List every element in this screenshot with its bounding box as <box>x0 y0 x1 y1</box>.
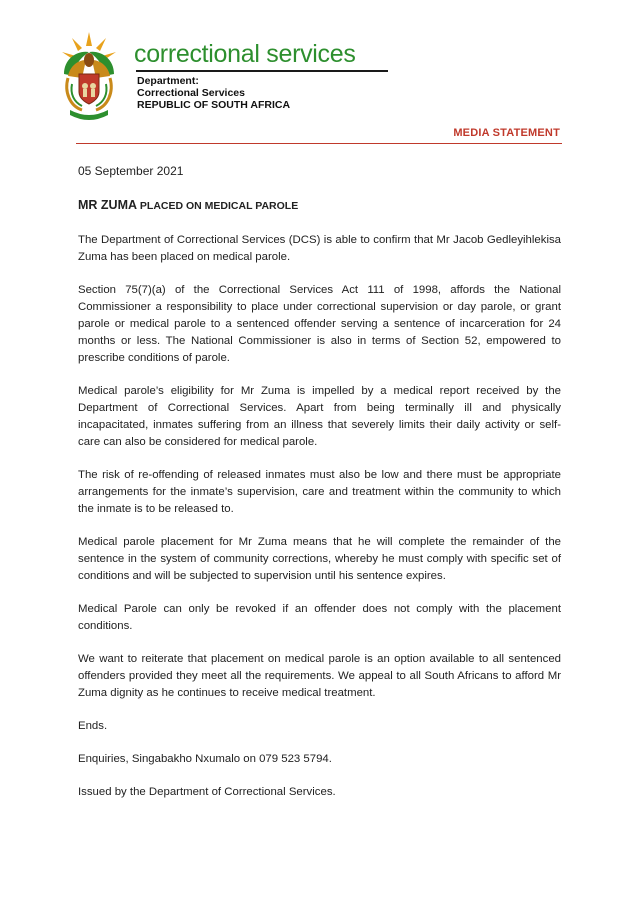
paragraph: We want to reiterate that placement on medical parole is an option available to all sentenced offenders provided they meet all the requirements. We appeal to all South Africans to afford Mr Zuma dignity as he continues to receive medical treatment. <box>78 653 561 699</box>
brand-divider <box>136 70 388 72</box>
department-label: Department: <box>137 75 199 87</box>
coat-of-arms-icon <box>58 30 120 120</box>
paragraph: Medical parole’s eligibility for Mr Zuma is impelled by a medical report received by the Department of Correctional Services. Apart from being terminally ill and physically incapacitated, inmates suffering from an illness that severely limits their daily activity or self-care can also be considered for medical parole. <box>78 385 561 448</box>
paragraph: The risk of re-offending of released inmates must also be low and there must be appropriate arrangements for the inmate’s supervision, care and treatment within the community to which the inmate is to be released to. <box>78 469 561 515</box>
statement-date: 05 September 2021 <box>78 164 184 178</box>
paragraph: The Department of Correctional Services (DCS) is able to confirm that Mr Jacob Gedleyihlekisa Zuma has been placed on medical parole. <box>78 234 561 263</box>
country-name: REPUBLIC OF SOUTH AFRICA <box>137 99 291 111</box>
paragraph: Section 75(7)(a) of the Correctional Services Act 111 of 1998, affords the National Commissioner a responsibility to place under correctional supervision or day parole, or grant parole or medical parole to a sentenced offender serving a sentence of incarceration for 24 months or less. The National Commissioner is also in terms of Section 52, empowered to prescribe conditions of parole. <box>78 284 561 364</box>
paragraph: Medical Parole can only be revoked if an offender does not comply with the placement conditions. <box>78 603 561 632</box>
issued-by-line: Issued by the Department of Correctional Services. <box>78 786 336 798</box>
headline-text: PLACED ON MEDICAL PAROLE <box>137 200 299 212</box>
paragraph: Medical parole placement for Mr Zuma means that he will complete the remainder of the sentence in the system of community corrections, whereby he must comply with specific set of conditions and will be subjected to supervision until his sentence expires. <box>78 536 561 582</box>
enquiries-line: Enquiries, Singabakho Nxumalo on 079 523 5794. <box>78 753 332 765</box>
statement-headline <box>78 198 298 212</box>
letterhead <box>58 26 356 122</box>
header-divider <box>76 143 562 144</box>
statement-body <box>78 232 561 817</box>
department-name: Correctional Services <box>137 87 245 99</box>
closing-ends: Ends. <box>78 720 108 732</box>
department-block <box>137 75 290 111</box>
brand-name: correctional services <box>134 40 356 68</box>
media-statement-label: MEDIA STATEMENT <box>453 127 560 139</box>
headline-subject: MR ZUMA <box>78 198 138 212</box>
